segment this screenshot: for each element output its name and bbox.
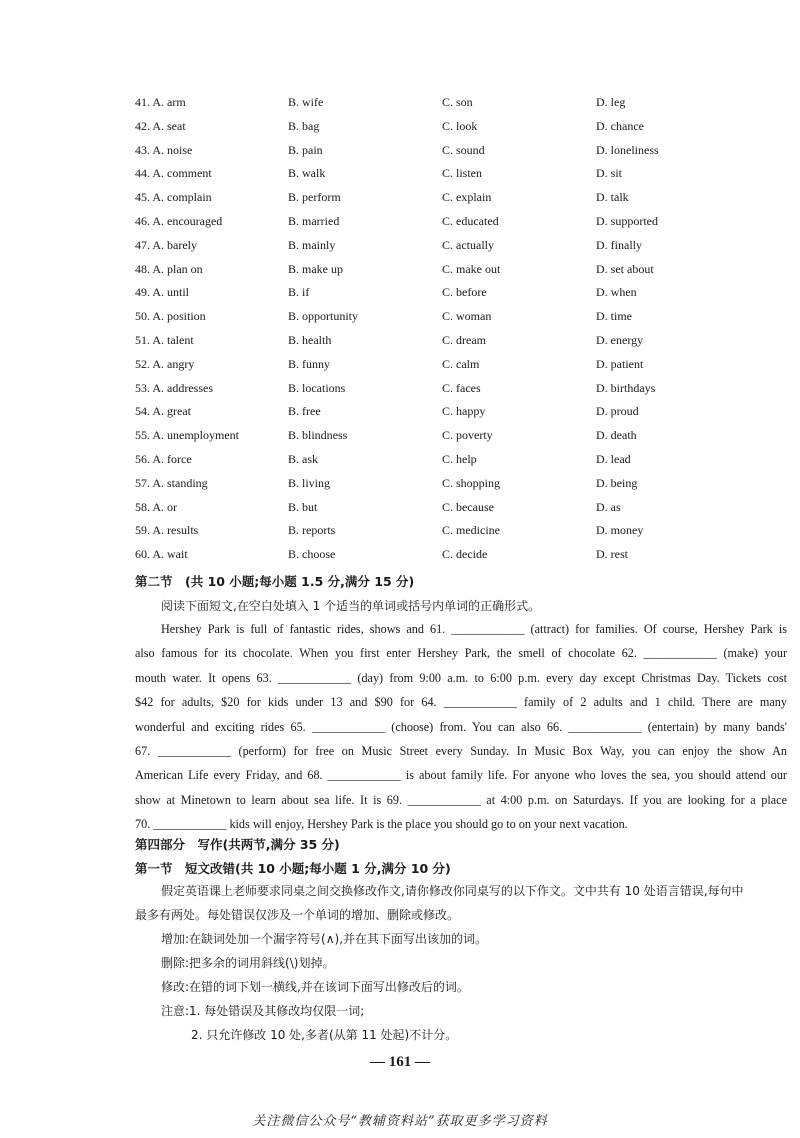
instruction-line: 删除:把多余的词用斜线(\)划掉。: [161, 956, 335, 970]
option-cell: C. shopping: [442, 475, 501, 490]
option-row: [135, 543, 775, 567]
option-cell: B. pain: [288, 142, 323, 157]
option-cell: 57. A. standing: [135, 475, 208, 490]
option-cell: 44. A. comment: [135, 166, 212, 181]
option-cell: 55. A. unemployment: [135, 428, 239, 443]
option-cell: B. walk: [288, 166, 326, 181]
section2-title: 第二节 (共 10 小题;每小题 1.5 分,满分 15 分): [135, 574, 415, 589]
part4-section1-title: 第一节 短文改错(共 10 小题;每小题 1 分,满分 10 分): [135, 861, 451, 876]
option-cell: C. calm: [442, 356, 480, 371]
option-cell: 56. A. force: [135, 451, 192, 466]
passage-line: American Life every Friday, and 68. ____________ is about family life. For anyone who loves the sea, you should attend our: [135, 768, 787, 783]
section2-instruction: 阅读下面短文,在空白处填入 1 个适当的单词或括号内单词的正确形式。: [161, 599, 541, 613]
option-cell: D. finally: [596, 237, 642, 252]
option-cell: C. educated: [442, 213, 499, 228]
option-row: [135, 353, 775, 377]
option-cell: D. chance: [596, 118, 644, 133]
option-cell: C. explain: [442, 190, 492, 205]
option-row: [135, 496, 775, 520]
option-cell: B. if: [288, 285, 310, 300]
instruction-line: 增加:在缺词处加一个漏字符号(∧),并在其下面写出该加的词。: [161, 932, 488, 946]
option-cell: 48. A. plan on: [135, 261, 203, 276]
option-cell: C. woman: [442, 309, 492, 324]
option-cell: C. before: [442, 285, 487, 300]
option-cell: 54. A. great: [135, 404, 191, 419]
option-cell: 41. A. arm: [135, 95, 186, 109]
option-cell: 60. A. wait: [135, 547, 188, 562]
passage-line: show at Minetown to learn about sea life. It is 69. ____________ at 4:00 p.m. on Saturdays. If you are looking for a place: [135, 792, 787, 807]
option-cell: B. perform: [288, 190, 341, 205]
page-number: — 161 —: [370, 1054, 430, 1070]
option-cell: B. choose: [288, 547, 336, 562]
option-cell: D. lead: [596, 451, 631, 466]
option-row: [135, 305, 775, 329]
option-row: [135, 210, 775, 234]
option-row: [135, 329, 775, 353]
passage-line: wonderful and exciting rides 65. ____________ (choose) from. You can also 66. ____________ (entertain) by many bands': [135, 719, 787, 734]
option-cell: C. faces: [442, 380, 481, 395]
option-cell: D. being: [596, 475, 638, 490]
option-cell: D. as: [596, 499, 621, 514]
option-cell: 53. A. addresses: [135, 380, 213, 395]
option-cell: C. son: [442, 95, 473, 109]
option-cell: B. health: [288, 332, 332, 347]
option-cell: D. leg: [596, 95, 626, 109]
passage-line: Hershey Park is full of fantastic rides, shows and 61. ____________ (attract) for families. Of course, Hershey Park is: [161, 622, 787, 636]
option-cell: B. reports: [288, 523, 336, 538]
option-cell: D. loneliness: [596, 142, 659, 157]
passage-line: 67. ____________ (perform) for free on Music Street every Sunday. In Music Box Way, you can enjoy the show An: [135, 743, 787, 758]
option-cell: B. opportunity: [288, 309, 359, 324]
option-cell: C. help: [442, 451, 477, 466]
option-row: [135, 139, 775, 163]
option-cell: 51. A. talent: [135, 332, 194, 347]
option-cell: C. listen: [442, 166, 483, 181]
option-cell: D. when: [596, 285, 637, 300]
option-row: [135, 472, 775, 496]
option-cell: B. married: [288, 213, 340, 228]
option-cell: 58. A. or: [135, 499, 177, 514]
option-row: [135, 519, 775, 543]
option-cell: C. dream: [442, 332, 486, 347]
option-cell: C. medicine: [442, 523, 500, 538]
option-cell: D. death: [596, 428, 637, 443]
option-cell: D. talk: [596, 190, 629, 205]
instruction-line: 最多有两处。每处错误仅涉及一个单词的增加、删除或修改。: [135, 908, 460, 922]
option-cell: D. sit: [596, 166, 623, 181]
option-cell: B. locations: [288, 380, 346, 395]
option-cell: D. rest: [596, 547, 628, 562]
option-cell: B. living: [288, 475, 331, 490]
error-correction-instructions: [135, 879, 787, 1047]
option-row: [135, 115, 775, 139]
option-cell: 45. A. complain: [135, 190, 212, 205]
passage-line: $42 for adults, $20 for kids under 13 and $90 for 64. ____________ family of 2 adults and 1 child. There are many: [135, 695, 787, 710]
option-cell: B. make up: [288, 261, 343, 276]
option-cell: B. wife: [288, 95, 324, 109]
option-cell: 52. A. angry: [135, 356, 195, 371]
option-cell: C. poverty: [442, 428, 493, 443]
footer-note: 关注微信公众号“教辅资料站”获取更多学习资料: [252, 1114, 548, 1129]
option-cell: C. make out: [442, 261, 501, 276]
passage-line: also famous for its chocolate. When you first enter Hershey Park, the smell of chocolate 62. ____________ (make) your: [135, 646, 787, 661]
option-cell: D. set about: [596, 261, 654, 276]
cloze-passage: [135, 617, 787, 837]
option-row: [135, 377, 775, 401]
options-table: [135, 91, 775, 567]
option-cell: D. patient: [596, 356, 644, 371]
option-cell: C. because: [442, 499, 494, 514]
option-cell: D. proud: [596, 404, 639, 419]
passage-line: mouth water. It opens 63. ____________ (day) from 9:00 a.m. to 6:00 p.m. every day except Christmas Day. Tickets cost: [135, 670, 787, 685]
option-cell: B. free: [288, 404, 321, 419]
option-cell: B. but: [288, 499, 318, 514]
passage-line: 70. ____________ kids will enjoy, Hershey Park is the place you should go to on your next vacation.: [135, 817, 628, 832]
option-row: [135, 400, 775, 424]
part4-title: 第四部分 写作(共两节,满分 35 分): [135, 837, 340, 852]
option-cell: B. mainly: [288, 237, 336, 252]
option-cell: C. actually: [442, 237, 494, 252]
option-cell: B. funny: [288, 356, 330, 371]
option-cell: C. happy: [442, 404, 486, 419]
instruction-line: 假定英语课上老师要求同桌之间交换修改作文,请你修改你同桌写的以下作文。文中共有 10 处语言错误,每句中: [161, 884, 744, 898]
option-cell: D. money: [596, 523, 644, 538]
option-cell: 59. A. results: [135, 523, 199, 538]
option-row: [135, 281, 775, 305]
option-cell: B. bag: [288, 118, 320, 133]
option-cell: 47. A. barely: [135, 237, 197, 252]
option-row: [135, 91, 775, 115]
option-cell: 46. A. encouraged: [135, 213, 223, 228]
option-cell: 49. A. until: [135, 285, 190, 300]
option-cell: D. birthdays: [596, 380, 656, 395]
option-cell: 43. A. noise: [135, 142, 193, 157]
option-cell: B. blindness: [288, 428, 348, 443]
option-cell: C. decide: [442, 547, 488, 562]
option-cell: D. energy: [596, 332, 644, 347]
option-row: [135, 258, 775, 282]
option-row: [135, 234, 775, 258]
option-row: [135, 448, 775, 472]
option-cell: C. sound: [442, 142, 485, 157]
option-row: [135, 162, 775, 186]
option-cell: D. supported: [596, 213, 658, 228]
option-row: [135, 186, 775, 210]
instruction-line: 注意:1. 每处错误及其修改均仅限一词;: [161, 1004, 365, 1018]
instruction-line: 2. 只允许修改 10 处,多者(从第 11 处起)不计分。: [191, 1028, 458, 1042]
option-cell: 50. A. position: [135, 309, 206, 324]
option-row: [135, 424, 775, 448]
option-cell: C. look: [442, 118, 478, 133]
instruction-line: 修改:在错的词下划一横线,并在该词下面写出修改后的词。: [161, 980, 469, 994]
option-cell: 42. A. seat: [135, 118, 186, 133]
option-cell: B. ask: [288, 451, 318, 466]
option-cell: D. time: [596, 309, 632, 324]
